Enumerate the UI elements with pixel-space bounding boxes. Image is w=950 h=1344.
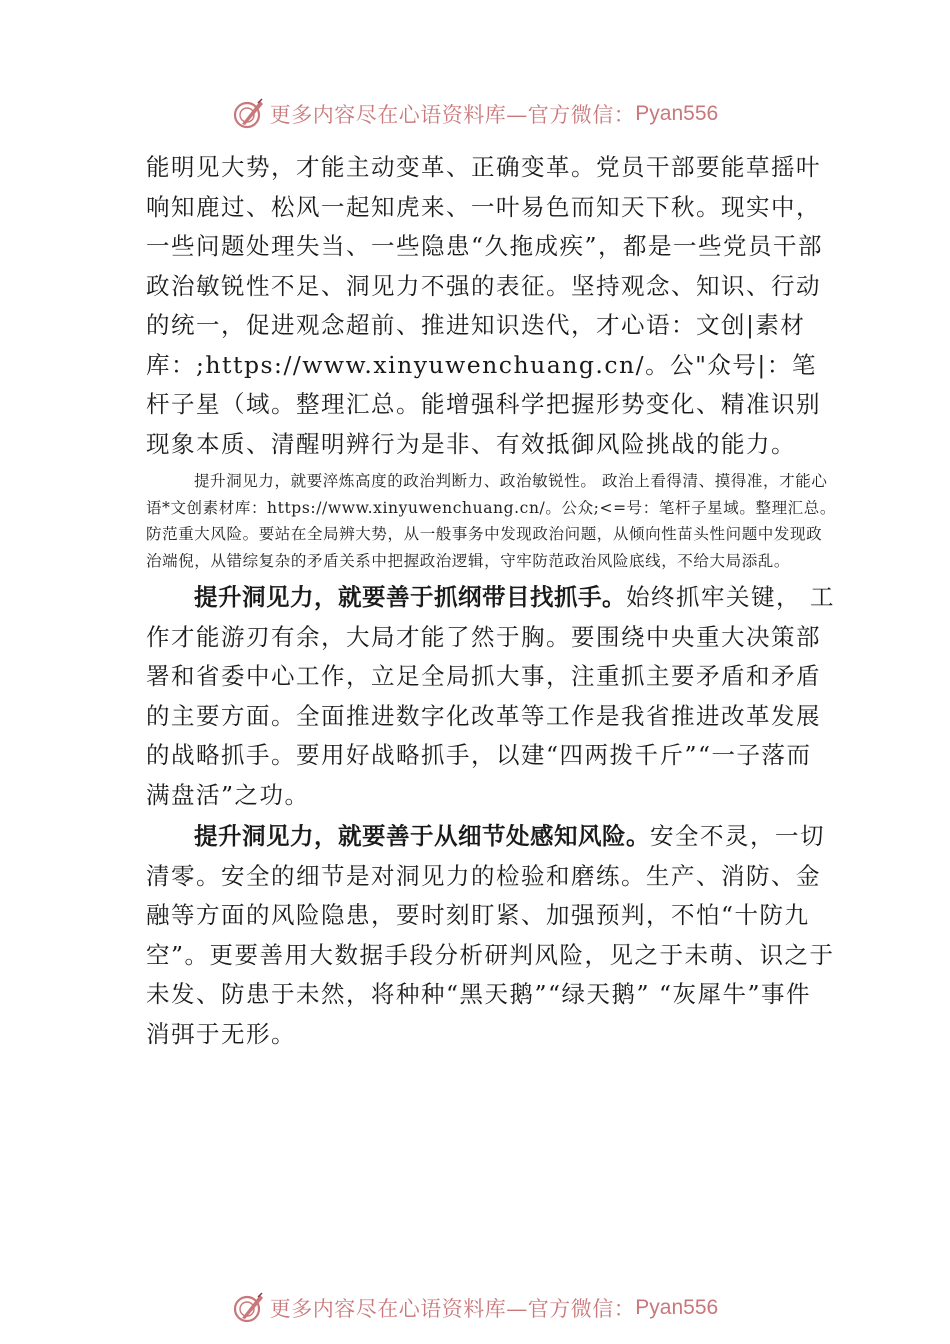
header-banner-handle: Pyan556 bbox=[635, 102, 719, 125]
footer-banner bbox=[0, 1286, 950, 1330]
paragraph-4-heading: 提升洞见力，就要善于从细节处感知风险。 bbox=[194, 822, 650, 850]
document-body bbox=[146, 148, 836, 1054]
footer-banner-text: 更多内容尽在心语资料库—官方微信： bbox=[269, 1297, 636, 1321]
paragraph-4-text: 安全不灵，一切清零。安全的细节是对洞见力的检验和磨练。生产、消防、金融等方面的风险隐患，要时刻盯紧、加强预判，不怕“十防九空”。更要善用大数据手段分析研判风险，见之于未萌、识之于未发、防患于未然，将种种“黑天鹅”“绿天鹅” “灰犀牛”事件消弭于无形。 bbox=[146, 822, 835, 1048]
quill-logo-icon bbox=[232, 1291, 266, 1325]
footer-banner-handle: Pyan556 bbox=[635, 1296, 719, 1319]
paragraph-3-text: 始终抓牢关键， 工作才能游刃有余，大局才能了然于胸。要围绕中央重大决策部署和省委中心工作，立足全局抓大事，注重抓主要矛盾和矛盾的主要方面。全面推进数字化改革等工作是我省推进改革发展的战略抓手。要用好战略抓手，以建“四两拨千斤”“一子落而满盘活”之功。 bbox=[146, 583, 835, 809]
header-banner bbox=[0, 92, 950, 136]
paragraph-2-small: 提升洞见力，就要淬炼高度的政治判断力、政治敏锐性。 政治上看得清、摸得准，才能心语*文创素材库：https://www.xinyuwenchuang.cn/。公众;<=号：笔杆子星域。整理汇总。防范重大风险。要站在全局辨大势，从一般事务中发现政治问题，从倾向性苗头性问题中发现政治端倪，从错综复杂的矛盾关系中把握政治逻辑，守牢防范政治风险底线，不给大局添乱。 bbox=[146, 472, 836, 570]
paragraph-3-heading: 提升洞见力，就要善于抓纲带目找抓手。 bbox=[194, 583, 626, 611]
quill-logo-icon bbox=[232, 97, 266, 131]
paragraph-3 bbox=[146, 578, 836, 815]
paragraph-4 bbox=[146, 817, 836, 1054]
header-banner-text: 更多内容尽在心语资料库—官方微信： bbox=[269, 103, 636, 127]
paragraph-1: 能明见大势，才能主动变革、正确变革。党员干部要能草摇叶响知鹿过、松风一起知虎来、一叶易色而知天下秋。现实中，一些问题处理失当、一些隐患“久拖成疾”，都是一些党员干部政治敏锐性不足、洞见力不强的表征。坚持观念、知识、行动的统一，促进观念超前、推进知识迭代，才心语：文创|素材库：;https://www.xinyuwenchuang.cn/。公"众号|：笔杆子星（域。整理汇总。能增强科学把握形势变化、精准识别现象本质、清醒明辨行为是非、有效抵御风险挑战的能力。 bbox=[146, 153, 824, 458]
